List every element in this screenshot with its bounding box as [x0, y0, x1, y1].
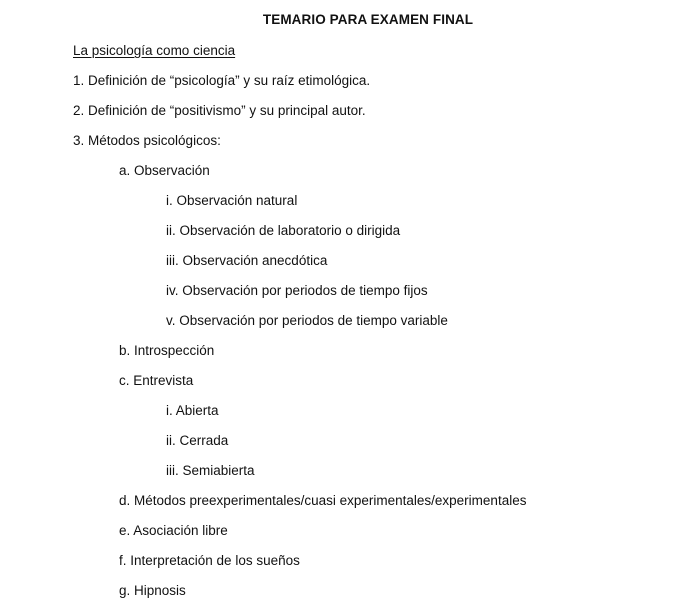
list-item: g. Hipnosis	[119, 583, 186, 598]
list-item: a. Observación	[119, 163, 210, 178]
list-item: i. Abierta	[166, 403, 219, 418]
list-item: 2. Definición de “positivismo” y su principal autor.	[73, 103, 366, 118]
list-item: d. Métodos preexperimentales/cuasi experimentales/experimentales	[119, 493, 527, 508]
list-item: ii. Observación de laboratorio o dirigida	[166, 223, 401, 238]
list-item: iii. Observación anecdótica	[166, 253, 328, 268]
list-item: ii. Cerrada	[166, 433, 229, 448]
list-item: 1. Definición de “psicología” y su raíz etimológica.	[73, 73, 371, 88]
list-item: v. Observación por periodos de tiempo variable	[166, 313, 448, 328]
list-item: b. Introspección	[119, 343, 215, 358]
document-title: TEMARIO PARA EXAMEN FINAL	[262, 12, 474, 27]
list-item: 3. Métodos psicológicos:	[73, 133, 221, 148]
list-item: iii. Semiabierta	[166, 463, 255, 478]
list-item: iv. Observación por periodos de tiempo fijos	[166, 283, 428, 298]
section-heading: La psicología como ciencia	[73, 43, 236, 58]
list-item: e. Asociación libre	[119, 523, 228, 538]
list-item: c. Entrevista	[119, 373, 194, 388]
list-item: f. Interpretación de los sueños	[119, 553, 300, 568]
list-item: i. Observación natural	[166, 193, 298, 208]
